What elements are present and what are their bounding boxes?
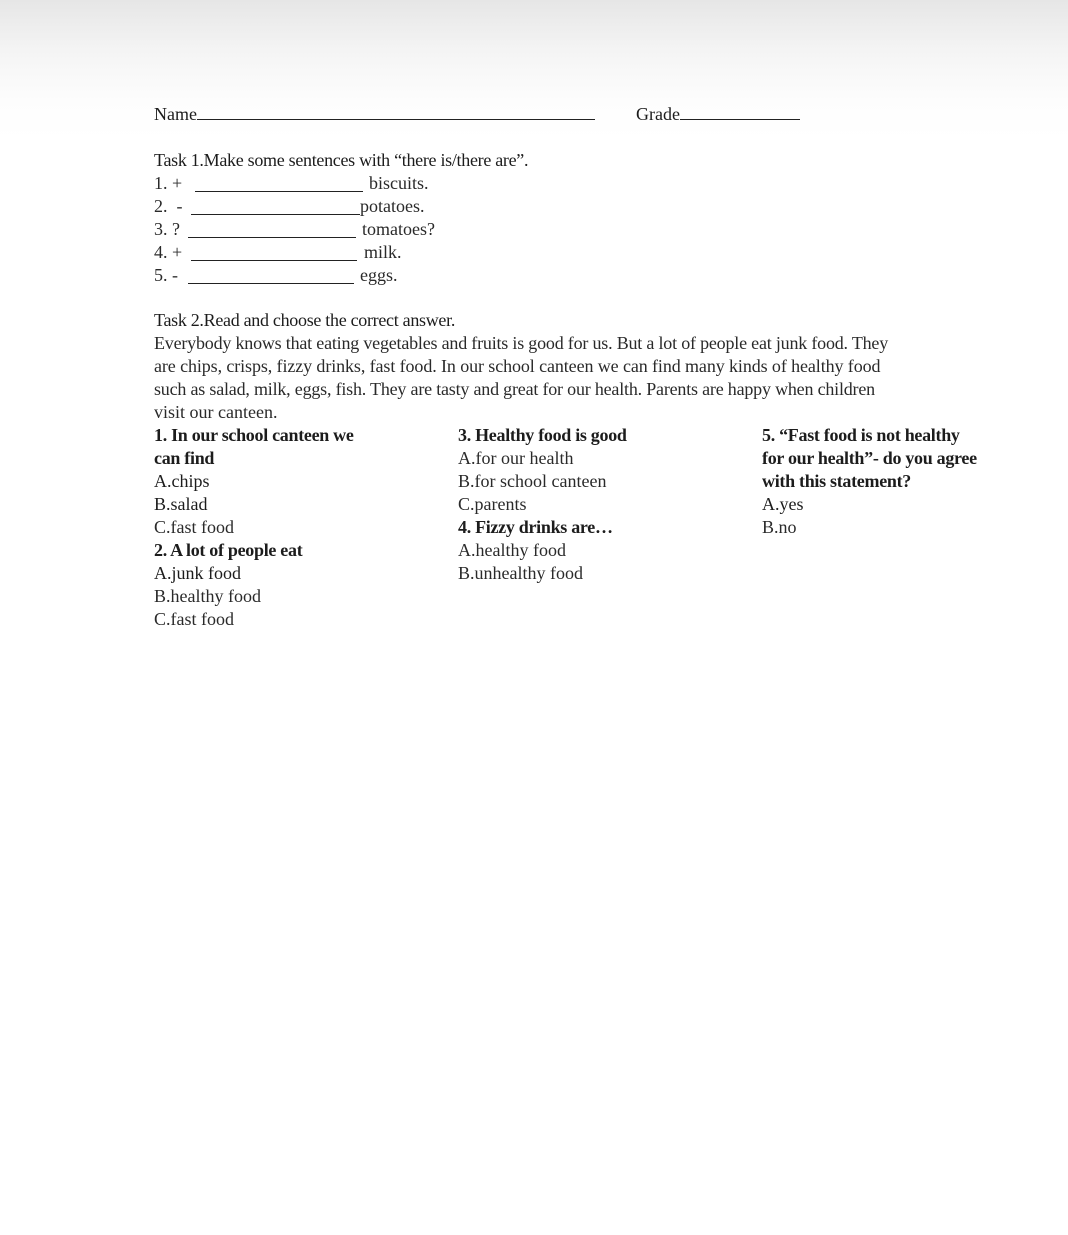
task1-item: [154, 241, 182, 264]
task1-item: [154, 264, 178, 287]
question-5-cont: with this statement?: [762, 471, 911, 491]
paragraph-line: Everybody knows that eating vegetables and fruits is good for us. But a lot of people eat junk food. They: [154, 333, 889, 353]
name-label: Name: [154, 104, 197, 124]
task2-title: Task 2.Read and choose the correct answer.: [154, 310, 456, 330]
task2-reading-paragraph: [154, 332, 1004, 424]
task1-item-prefix: 3. ?: [154, 219, 180, 239]
task1-item-prefix: 4. +: [154, 242, 183, 262]
paragraph-line: such as salad, milk, eggs, fish. They are tasty and great for our health. Parents are happy when children: [154, 379, 875, 399]
option: A.yes: [762, 494, 804, 514]
questions-column-1: [154, 424, 354, 631]
task1-item-prefix: 2. -: [154, 196, 183, 216]
task1-item-prefix: 5. -: [154, 265, 178, 285]
question-1-cont: can find: [154, 448, 215, 468]
option: A.chips: [154, 471, 210, 491]
task1-item-word: potatoes.: [360, 196, 425, 216]
option: B.unhealthy food: [458, 563, 583, 583]
option: C.fast food: [154, 609, 234, 629]
name-blank-line[interactable]: [197, 118, 595, 120]
option: A.junk food: [154, 563, 241, 583]
task1-blank-line[interactable]: [191, 259, 357, 261]
option: B.for school canteen: [458, 471, 607, 491]
question-4: 4. Fizzy drinks are…: [458, 517, 613, 537]
questions-column-3: [762, 424, 977, 539]
task1-item-word: eggs.: [360, 265, 398, 285]
paragraph-line: are chips, crisps, fizzy drinks, fast food. In our school canteen we can find many kinds of healthy food: [154, 356, 881, 376]
option: C.parents: [458, 494, 527, 514]
name-field: [154, 103, 595, 126]
task1-blank-line[interactable]: [188, 236, 356, 238]
question-1: 1. In our school canteen we: [154, 425, 354, 445]
option: B.healthy food: [154, 586, 261, 606]
questions-column-2: [458, 424, 627, 585]
option: B.salad: [154, 494, 208, 514]
task1-item-word: tomatoes?: [362, 219, 435, 239]
option: A.healthy food: [458, 540, 566, 560]
task1-item-prefix: 1. +: [154, 173, 183, 193]
question-5: 5. “Fast food is not healthy: [762, 425, 960, 445]
question-5-cont: for our health”- do you agree: [762, 448, 977, 468]
question-2: 2. A lot of people eat: [154, 540, 303, 560]
task1-item-word: milk.: [364, 242, 402, 262]
task1-item: [154, 218, 180, 241]
grade-blank-line[interactable]: [680, 118, 800, 120]
task1-item: [154, 172, 182, 195]
paragraph-line: visit our canteen.: [154, 402, 278, 422]
option: B.no: [762, 517, 797, 537]
task1-blank-line[interactable]: [188, 282, 354, 284]
task1-item-word: biscuits.: [369, 173, 429, 193]
task1-item: [154, 195, 183, 218]
task1-title: Task 1.Make some sentences with “there is/there are”.: [154, 150, 529, 170]
grade-field: [636, 103, 800, 126]
task1-blank-line[interactable]: [191, 213, 360, 215]
task1-blank-line[interactable]: [195, 190, 363, 192]
option: A.for our health: [458, 448, 574, 468]
grade-label: Grade: [636, 104, 680, 124]
question-3: 3. Healthy food is good: [458, 425, 627, 445]
option: C.fast food: [154, 517, 234, 537]
